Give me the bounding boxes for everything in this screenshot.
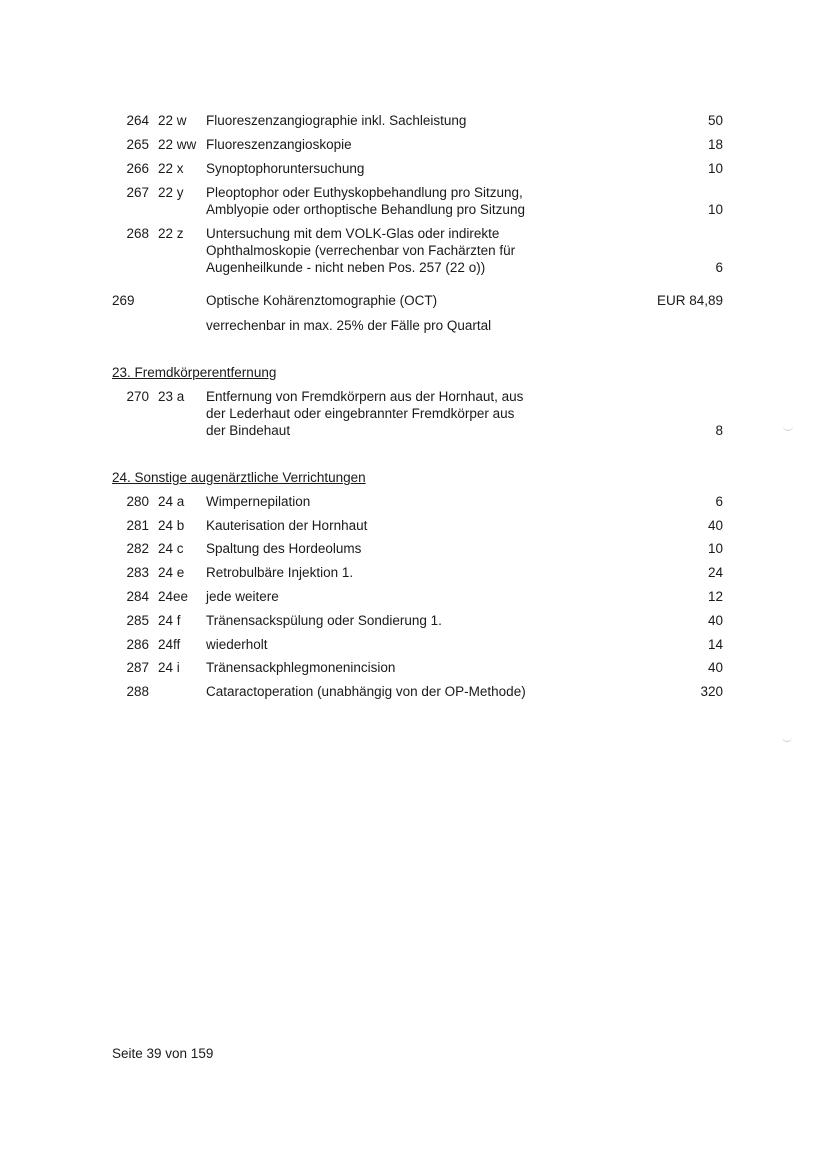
item-number: 270 — [126, 389, 149, 404]
item-description: jede weitere — [206, 589, 279, 604]
item-points: 6 — [715, 494, 723, 509]
item-points: 6 — [715, 260, 723, 275]
item-code: 23 a — [158, 389, 185, 404]
item-number: 285 — [126, 613, 149, 628]
item-code: 24 f — [158, 613, 181, 628]
item-description: wiederholt — [206, 637, 268, 652]
scan-mark — [782, 737, 792, 742]
item-points: 18 — [707, 137, 723, 152]
item-number: 284 — [126, 589, 149, 604]
item-code: 24 b — [158, 518, 185, 533]
item-price: EUR 84,89 — [656, 293, 723, 308]
item-code: 24 c — [158, 541, 184, 556]
item-description: Entfernung von Fremdkörpern aus der Hornhaut, aus der Lederhaut oder eingebrannter Fremdkörper aus der Bindehaut — [206, 389, 524, 438]
item-description: Synoptophoruntersuchung — [206, 161, 365, 176]
item-code: 22 z — [158, 226, 184, 241]
item-number: 283 — [126, 565, 149, 580]
item-number: 267 — [126, 185, 149, 200]
item-description: Pleoptophor oder Euthyskopbehandlung pro Sitzung, Amblyopie oder orthoptische Behandlung pro Sitzung — [206, 185, 525, 217]
item-description: Fluoreszenzangiographie inkl. Sachleistung — [206, 113, 467, 128]
item-description: Kauterisation der Hornhaut — [206, 518, 368, 533]
item-description: Retrobulbäre Injektion 1. — [206, 565, 354, 580]
item-number: 281 — [126, 518, 149, 533]
item-code: 22 ww — [158, 137, 197, 152]
item-code: 22 w — [158, 113, 187, 128]
item-points: 14 — [707, 637, 723, 652]
item-points: 50 — [707, 113, 723, 128]
section-heading-23: 23. Fremdkörperentfernung — [112, 365, 277, 380]
item-number: 288 — [126, 684, 149, 699]
item-number: 280 — [126, 494, 149, 509]
item-code: 24 e — [158, 565, 185, 580]
item-description: Tränensackphlegmonenincision — [206, 660, 396, 675]
item-code: 22 x — [158, 161, 184, 176]
item-description: Wimpernepilation — [206, 494, 311, 509]
page-footer: Seite 39 von 159 — [112, 1046, 214, 1061]
item-points: 10 — [707, 202, 723, 217]
scan-mark — [783, 426, 793, 431]
item-points: 8 — [715, 423, 723, 438]
section-heading-24: 24. Sonstige augenärztliche Verrichtungen — [112, 470, 366, 485]
item-number: 287 — [126, 660, 149, 675]
item-points: 40 — [707, 660, 723, 675]
item-number: 266 — [126, 161, 149, 176]
item-number: 286 — [126, 637, 149, 652]
item-number: 265 — [126, 137, 149, 152]
item-points: 320 — [700, 684, 723, 699]
item-points: 24 — [707, 565, 723, 580]
item-code: 24ff — [158, 637, 181, 652]
item-description: Untersuchung mit dem VOLK-Glas oder indirekte Ophthalmoskopie (verrechenbar von Fachärzten für Augenheilkunde - nicht neben Pos. 257 (22 o)) — [206, 226, 516, 275]
item-code: 24 i — [158, 660, 180, 675]
item-description: Spaltung des Hordeolums — [206, 541, 362, 556]
item-number: 269 — [112, 293, 135, 308]
item-description: Fluoreszenzangioskopie — [206, 137, 352, 152]
item-points: 40 — [707, 613, 723, 628]
item-points: 10 — [707, 541, 723, 556]
item-code: 24ee — [158, 589, 189, 604]
item-number: 282 — [126, 541, 149, 556]
item-number: 268 — [126, 226, 149, 241]
item-code: 24 a — [158, 494, 185, 509]
item-points: 10 — [707, 161, 723, 176]
item-number: 264 — [126, 113, 149, 128]
item-points: 40 — [707, 518, 723, 533]
item-code: 22 y — [158, 185, 184, 200]
item-description: Tränensackspülung oder Sondierung 1. — [206, 613, 442, 628]
item-description: Optische Kohärenztomographie (OCT) verrechenbar in max. 25% der Fälle pro Quartal — [206, 293, 492, 333]
item-points: 12 — [707, 589, 723, 604]
item-description: Cataractoperation (unabhängig von der OP-Methode) — [206, 684, 526, 699]
